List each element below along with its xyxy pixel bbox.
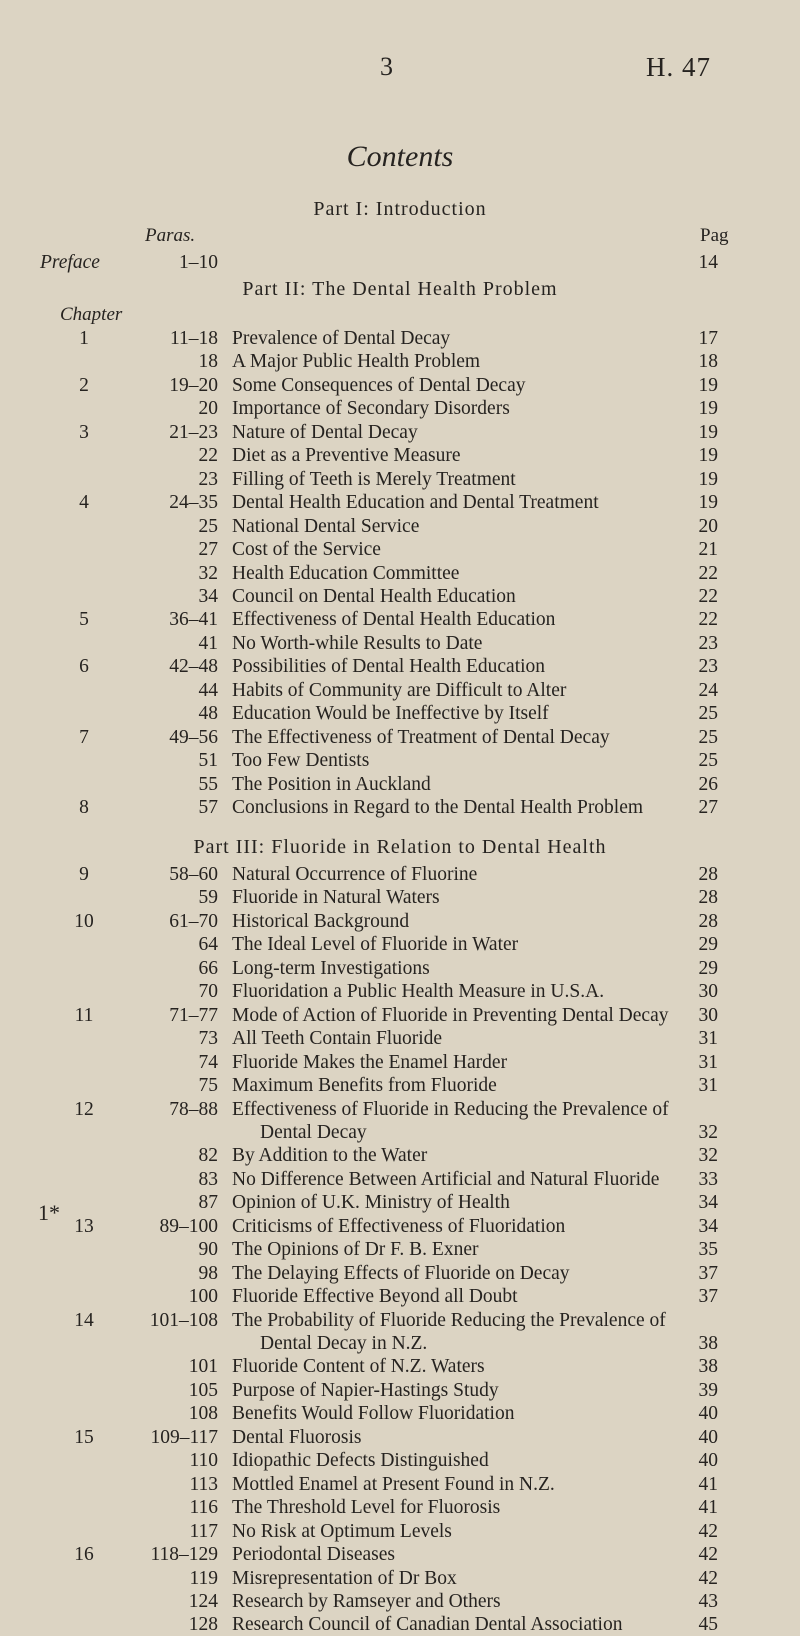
toc-entry — [0, 1379, 800, 1402]
page-number: 3 — [380, 52, 393, 81]
entry-title: Effectiveness of Dental Health Education — [232, 609, 556, 631]
toc-entry — [0, 1590, 800, 1613]
entry-title: Some Consequences of Dental Decay — [232, 374, 526, 396]
chapter-number: 6 — [79, 656, 89, 678]
paragraph-range: 20 — [198, 398, 218, 420]
entry-title: Mottled Enamel at Present Found in N.Z. — [232, 1473, 555, 1495]
entry-title: All Teeth Contain Fluoride — [232, 1028, 443, 1050]
page-ref: 40 — [698, 1450, 718, 1472]
paragraph-range: 25 — [198, 515, 218, 537]
toc-entry — [0, 1496, 800, 1519]
page-ref: 22 — [698, 585, 718, 607]
toc-entry — [0, 1027, 800, 1050]
page-ref: 30 — [698, 981, 718, 1003]
preface-row — [0, 251, 800, 274]
toc-entry — [0, 632, 800, 655]
footnote-mark: 1* — [38, 1200, 60, 1225]
preface-page: 14 — [698, 252, 718, 273]
toc-entry — [0, 655, 800, 678]
chapter-number: 3 — [79, 421, 89, 443]
paragraph-range: 82 — [198, 1145, 218, 1167]
page-ref: 41 — [698, 1473, 718, 1495]
page-ref: 29 — [698, 934, 718, 956]
entry-title: The Ideal Level of Fluoride in Water — [232, 934, 519, 956]
page-ref: 25 — [698, 750, 718, 772]
page-ref: 19 — [698, 445, 718, 467]
page-ref: 40 — [698, 1426, 718, 1448]
paragraph-range: 19–20 — [169, 374, 218, 396]
toc-entry — [0, 1051, 800, 1074]
paragraph-range: 48 — [198, 703, 218, 725]
toc-entry — [0, 702, 800, 725]
page-ref: 19 — [698, 374, 718, 396]
toc-entry — [0, 1285, 800, 1308]
entry-title: Fluoridation a Public Health Measure in U.S.A. — [232, 981, 605, 1003]
toc-entry — [0, 886, 800, 909]
page-ref: 43 — [698, 1590, 718, 1612]
paragraph-range: 55 — [198, 773, 218, 795]
paragraph-range: 24–35 — [169, 492, 218, 514]
paragraph-range: 105 — [188, 1379, 218, 1401]
preface-label: Preface — [40, 252, 100, 273]
paragraph-range: 51 — [198, 750, 218, 772]
page-ref: 38 — [698, 1333, 718, 1354]
toc-entry — [0, 1613, 800, 1636]
page-ref: 42 — [698, 1567, 718, 1589]
entry-title: National Dental Service — [232, 515, 420, 537]
paragraph-range: 71–77 — [169, 1004, 218, 1026]
page-ref: 21 — [698, 539, 718, 561]
entry-title: Dental Health Education and Dental Treatment — [232, 492, 599, 514]
paragraph-range: 117 — [189, 1520, 218, 1542]
entry-title: Long-term Investigations — [232, 957, 430, 979]
entry-title: Possibilities of Dental Health Education — [232, 656, 546, 678]
paragraph-range: 11–18 — [169, 328, 218, 349]
toc-entry — [0, 1355, 800, 1378]
paragraph-range: 108 — [188, 1403, 218, 1425]
page-ref: 41 — [698, 1497, 718, 1519]
page-ref: 28 — [698, 887, 718, 909]
toc-entry — [0, 1238, 800, 1261]
part-heading-3: Part III: Fluoride in Relation to Dental Health — [193, 836, 607, 858]
entry-title: Mode of Action of Fluoride in Preventing Dental Decay — [232, 1004, 669, 1026]
page-ref: 35 — [698, 1239, 718, 1261]
toc-entry — [0, 1191, 800, 1214]
page-ref: 22 — [698, 562, 718, 584]
chapter-number: 8 — [79, 797, 89, 818]
toc-entry — [0, 980, 800, 1003]
page-ref: 31 — [698, 1028, 718, 1050]
chapter-column-heading: Chapter — [60, 304, 123, 325]
page-ref: 37 — [698, 1286, 718, 1308]
toc-entry — [0, 1426, 800, 1449]
entry-title: The Effectiveness of Treatment of Dental Decay — [232, 726, 610, 748]
entry-title: Health Education Committee — [232, 562, 460, 584]
paragraph-range: 109–117 — [150, 1426, 218, 1448]
chapter-number: 4 — [79, 492, 89, 514]
preface-paras: 1–10 — [179, 252, 218, 273]
toc-entry — [0, 421, 800, 444]
paragraph-range: 34 — [198, 585, 218, 607]
page-ref: 40 — [698, 1403, 718, 1425]
part-heading-2: Part II: The Dental Health Problem — [242, 278, 558, 300]
entry-title: Research by Ramseyer and Others — [232, 1590, 501, 1612]
page-ref: 19 — [698, 468, 718, 490]
page-ref: 24 — [698, 679, 718, 701]
toc-entry — [0, 773, 800, 796]
toc-entry — [0, 1473, 800, 1496]
paragraph-range: 124 — [188, 1590, 218, 1612]
paragraph-range: 116 — [189, 1497, 218, 1519]
toc-entry — [0, 1262, 800, 1285]
toc-entry — [0, 491, 800, 514]
entry-title: Research Council of Canadian Dental Association — [232, 1614, 623, 1636]
paragraph-range: 22 — [198, 445, 218, 467]
chapter-number: 10 — [74, 910, 94, 932]
page-ref: 19 — [698, 492, 718, 514]
chapter-number: 5 — [79, 609, 89, 631]
toc-entry — [0, 1567, 800, 1590]
page-ref: 33 — [698, 1168, 718, 1190]
entry-title: Purpose of Napier-Hastings Study — [232, 1379, 499, 1401]
page-ref: 22 — [698, 609, 718, 631]
paragraph-range: 75 — [198, 1075, 218, 1097]
toc-entry — [0, 863, 800, 886]
toc-entry — [0, 796, 800, 819]
entry-title: Filling of Teeth is Merely Treatment — [232, 468, 516, 490]
paragraph-range: 27 — [198, 539, 218, 561]
entry-title: Education Would be Ineffective by Itself — [232, 703, 549, 725]
entry-title: Fluoride in Natural Waters — [232, 887, 440, 909]
entry-title: Conclusions in Regard to the Dental Health Problem — [232, 797, 644, 818]
chapter-number: 11 — [74, 1004, 94, 1026]
paragraph-range: 58–60 — [169, 864, 218, 885]
paragraph-range: 89–100 — [159, 1215, 218, 1237]
page-ref: 45 — [698, 1614, 718, 1636]
page-ref: 18 — [698, 351, 718, 373]
paragraph-range: 78–88 — [169, 1098, 218, 1120]
chapter-number: 12 — [74, 1098, 94, 1120]
chapter-number: 16 — [74, 1544, 94, 1566]
paragraph-range: 21–23 — [169, 421, 218, 443]
toc-entry — [0, 933, 800, 956]
entry-title: Maximum Benefits from Fluoride — [232, 1075, 497, 1097]
chapter-number: 2 — [79, 374, 89, 396]
entry-title: No Worth-while Results to Date — [232, 632, 483, 654]
toc-entry — [0, 1402, 800, 1425]
page-ref: 27 — [698, 797, 718, 818]
paragraph-range: 83 — [198, 1168, 218, 1190]
page-ref: 23 — [698, 632, 718, 654]
toc-entry — [0, 1004, 800, 1027]
entry-title: No Risk at Optimum Levels — [232, 1520, 452, 1542]
paragraph-range: 59 — [198, 887, 218, 909]
entry-title: Prevalence of Dental Decay — [232, 328, 451, 349]
page-ref: 31 — [698, 1075, 718, 1097]
entry-title: Fluoride Makes the Enamel Harder — [232, 1051, 508, 1073]
entry-title: The Threshold Level for Fluorosis — [232, 1497, 501, 1519]
entry-title: Habits of Community are Difficult to Alter — [232, 679, 567, 701]
toc-entry — [0, 538, 800, 561]
page-ref: 25 — [698, 726, 718, 748]
paragraph-range: 98 — [198, 1262, 218, 1284]
toc-entry — [0, 350, 800, 373]
entry-title: Too Few Dentists — [232, 750, 370, 772]
toc-entry — [0, 1520, 800, 1543]
page-ref: 25 — [698, 703, 718, 725]
paragraph-range: 57 — [198, 797, 218, 818]
paragraph-range: 36–41 — [169, 609, 218, 631]
page-ref: 34 — [698, 1215, 718, 1237]
page-ref: 39 — [698, 1379, 718, 1401]
entry-title: Opinion of U.K. Ministry of Health — [232, 1192, 510, 1214]
page-ref: 42 — [698, 1520, 718, 1542]
page-ref: 30 — [698, 1004, 718, 1026]
entry-title: Misrepresentation of Dr Box — [232, 1567, 457, 1589]
document-reference: H. 47 — [646, 52, 711, 82]
paragraph-range: 23 — [198, 468, 218, 490]
paragraph-range: 119 — [189, 1567, 218, 1589]
paragraph-range: 110 — [189, 1450, 218, 1472]
entry-title: No Difference Between Artificial and Natural Fluoride — [232, 1168, 660, 1190]
entry-title: Idiopathic Defects Distinguished — [232, 1450, 489, 1472]
entry-title: Nature of Dental Decay — [232, 421, 418, 443]
toc-entry — [0, 562, 800, 585]
page-ref: 19 — [698, 421, 718, 443]
entry-title: Fluoride Content of N.Z. Waters — [232, 1356, 485, 1378]
toc-entry — [0, 515, 800, 538]
entry-title: Fluoride Effective Beyond all Doubt — [232, 1286, 518, 1308]
paragraph-range: 73 — [198, 1028, 218, 1050]
toc-entry — [0, 327, 800, 350]
toc-entry — [0, 726, 800, 749]
toc-entry — [0, 1098, 800, 1121]
chapter-number: 13 — [74, 1215, 94, 1237]
entry-title: Historical Background — [232, 910, 410, 932]
chapter-number: 1 — [79, 328, 89, 349]
page-ref: 42 — [698, 1544, 718, 1566]
page-title: Contents — [346, 140, 454, 173]
entry-title: Periodontal Diseases — [232, 1544, 396, 1566]
paragraph-range: 118–129 — [150, 1544, 218, 1566]
paragraph-range: 70 — [198, 981, 218, 1003]
toc-entry — [0, 1309, 800, 1332]
toc-entry — [0, 1121, 800, 1144]
chapter-number: 7 — [79, 726, 89, 748]
page-ref: 28 — [698, 864, 718, 885]
page-ref: 23 — [698, 656, 718, 678]
entry-title: The Probability of Fluoride Reducing the Prevalence of — [232, 1309, 666, 1331]
page-ref: 38 — [698, 1356, 718, 1378]
page-ref: 19 — [698, 398, 718, 420]
entry-title: Cost of the Service — [232, 539, 381, 561]
page-ref: 31 — [698, 1051, 718, 1073]
paragraph-range: 66 — [198, 957, 218, 979]
paragraph-range: 74 — [198, 1051, 218, 1073]
page-ref: 32 — [698, 1121, 718, 1143]
toc-entry — [0, 1074, 800, 1097]
page-ref: 28 — [698, 910, 718, 932]
paragraph-range: 113 — [189, 1473, 218, 1495]
paragraph-range: 87 — [198, 1192, 218, 1214]
entry-title: Council on Dental Health Education — [232, 585, 516, 607]
paragraph-range: 49–56 — [169, 726, 218, 748]
toc-entry — [0, 608, 800, 631]
paragraph-range: 61–70 — [169, 910, 218, 932]
toc-entry — [0, 585, 800, 608]
toc-entry — [0, 468, 800, 491]
paragraph-range: 101–108 — [149, 1309, 218, 1331]
entry-title: Effectiveness of Fluoride in Reducing the Prevalence of — [232, 1098, 669, 1120]
entry-title: Diet as a Preventive Measure — [232, 445, 461, 467]
toc-entry — [0, 1332, 800, 1355]
entry-title: Dental Fluorosis — [232, 1426, 362, 1448]
toc-entry — [0, 397, 800, 420]
toc-entry — [0, 910, 800, 933]
chapter-number: 15 — [74, 1426, 94, 1448]
entry-title: The Delaying Effects of Fluoride on Decay — [232, 1262, 570, 1284]
paragraph-range: 44 — [198, 679, 218, 701]
page-column-heading: Pag — [700, 225, 729, 246]
toc-entry — [0, 1543, 800, 1566]
entry-title: The Opinions of Dr F. B. Exner — [232, 1239, 479, 1261]
paragraph-range: 42–48 — [169, 656, 218, 678]
entry-title: Importance of Secondary Disorders — [232, 398, 510, 420]
entry-title: Dental Decay — [260, 1121, 367, 1143]
toc-entry — [0, 374, 800, 397]
toc-entry — [0, 679, 800, 702]
paragraph-range: 100 — [188, 1286, 218, 1308]
paras-column-heading: Paras. — [145, 225, 196, 246]
paragraph-range: 18 — [198, 351, 218, 373]
part-heading-1: Part I: Introduction — [313, 198, 487, 220]
paragraph-range: 101 — [188, 1356, 218, 1378]
entry-title: Dental Decay in N.Z. — [260, 1333, 428, 1354]
toc-entry — [0, 749, 800, 772]
entry-title: Natural Occurrence of Fluorine — [232, 864, 478, 885]
entry-title: By Addition to the Water — [232, 1145, 428, 1167]
paragraph-range: 90 — [198, 1239, 218, 1261]
toc-entry — [0, 1215, 800, 1238]
page-ref: 32 — [698, 1145, 718, 1167]
page-ref: 34 — [698, 1192, 718, 1214]
entry-title: A Major Public Health Problem — [232, 351, 481, 373]
entry-title: The Position in Auckland — [232, 773, 431, 795]
paragraph-range: 32 — [198, 562, 218, 584]
toc-entry — [0, 444, 800, 467]
paragraph-range: 128 — [188, 1614, 218, 1636]
page-ref: 26 — [698, 773, 718, 795]
chapter-number: 14 — [74, 1309, 94, 1331]
toc-entry — [0, 957, 800, 980]
chapter-number: 9 — [79, 864, 89, 885]
entry-title: Benefits Would Follow Fluoridation — [232, 1403, 515, 1425]
paragraph-range: 64 — [198, 934, 218, 956]
paragraph-range: 41 — [198, 632, 218, 654]
page-ref: 17 — [698, 328, 718, 349]
entry-title: Criticisms of Effectiveness of Fluoridation — [232, 1215, 566, 1237]
toc-entry — [0, 1449, 800, 1472]
toc-entry — [0, 1144, 800, 1167]
page-ref: 29 — [698, 957, 718, 979]
toc-entry — [0, 1168, 800, 1191]
page-ref: 20 — [698, 515, 718, 537]
page-ref: 37 — [698, 1262, 718, 1284]
